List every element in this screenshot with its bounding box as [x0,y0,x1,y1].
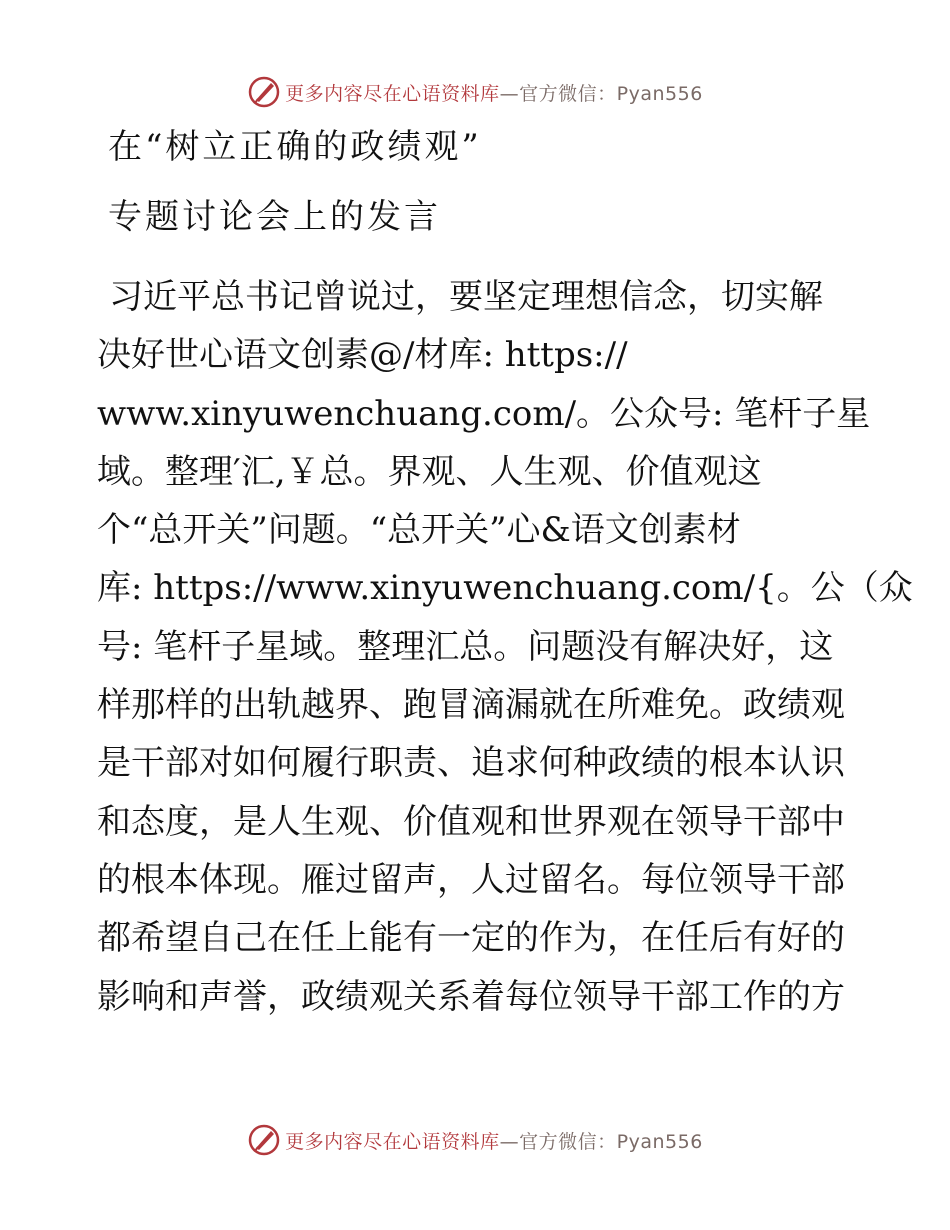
body-line: 样那样的出轨越界、跑冒滴漏就在所难免。政绩观 [97,685,845,726]
body-line: 都希望自己在任上能有一定的作为，在任后有好的 [97,918,845,959]
footer-banner-wechat: —官方微信：Pyan556 [499,1130,703,1153]
footer-banner [0,1120,950,1160]
body-line: 号: 笔杆子星域。整理汇总。问题没有解决好，这 [97,626,834,667]
body-line: 库: https://www.xinyuwenchuang.com/{。公（众 [97,568,913,609]
header-banner [0,72,950,112]
body-line: 的根本体现。雁过留声，人过留名。每位领导干部 [97,859,845,900]
body-line: 影响和声誉，政绩观关系着每位领导干部工作的方 [97,976,845,1017]
body-line: 是干部对如何履行职责、追求何种政绩的根本认识 [97,743,845,784]
body-line: 域。整理′汇,￥总。界观、人生观、价值观这 [97,451,762,492]
quill-logo-icon [247,75,281,109]
document-title-line-2: 专题讨论会上的发言 [108,197,441,237]
document-body [97,268,913,1026]
quill-logo-icon [247,1123,281,1157]
body-line: www.xinyuwenchuang.com/。公众号: 笔杆子星 [97,393,871,434]
body-line: 决好世心语文创素@/材库: https:// [97,335,628,376]
document-title-line-1: 在“树立正确的政绩观” [108,127,482,167]
body-line: 和态度，是人生观、价值观和世界观在领导干部中 [97,801,845,842]
body-line: 个“总开关”问题。“总开关”心&语文创素材 [97,510,741,551]
header-banner-wechat: —官方微信：Pyan556 [499,82,703,105]
footer-banner-title: 更多内容尽在心语资料库 [285,1130,500,1153]
header-banner-title: 更多内容尽在心语资料库 [285,82,500,105]
body-line: 习近平总书记曾说过，要坚定理想信念，切实解 [109,277,823,317]
